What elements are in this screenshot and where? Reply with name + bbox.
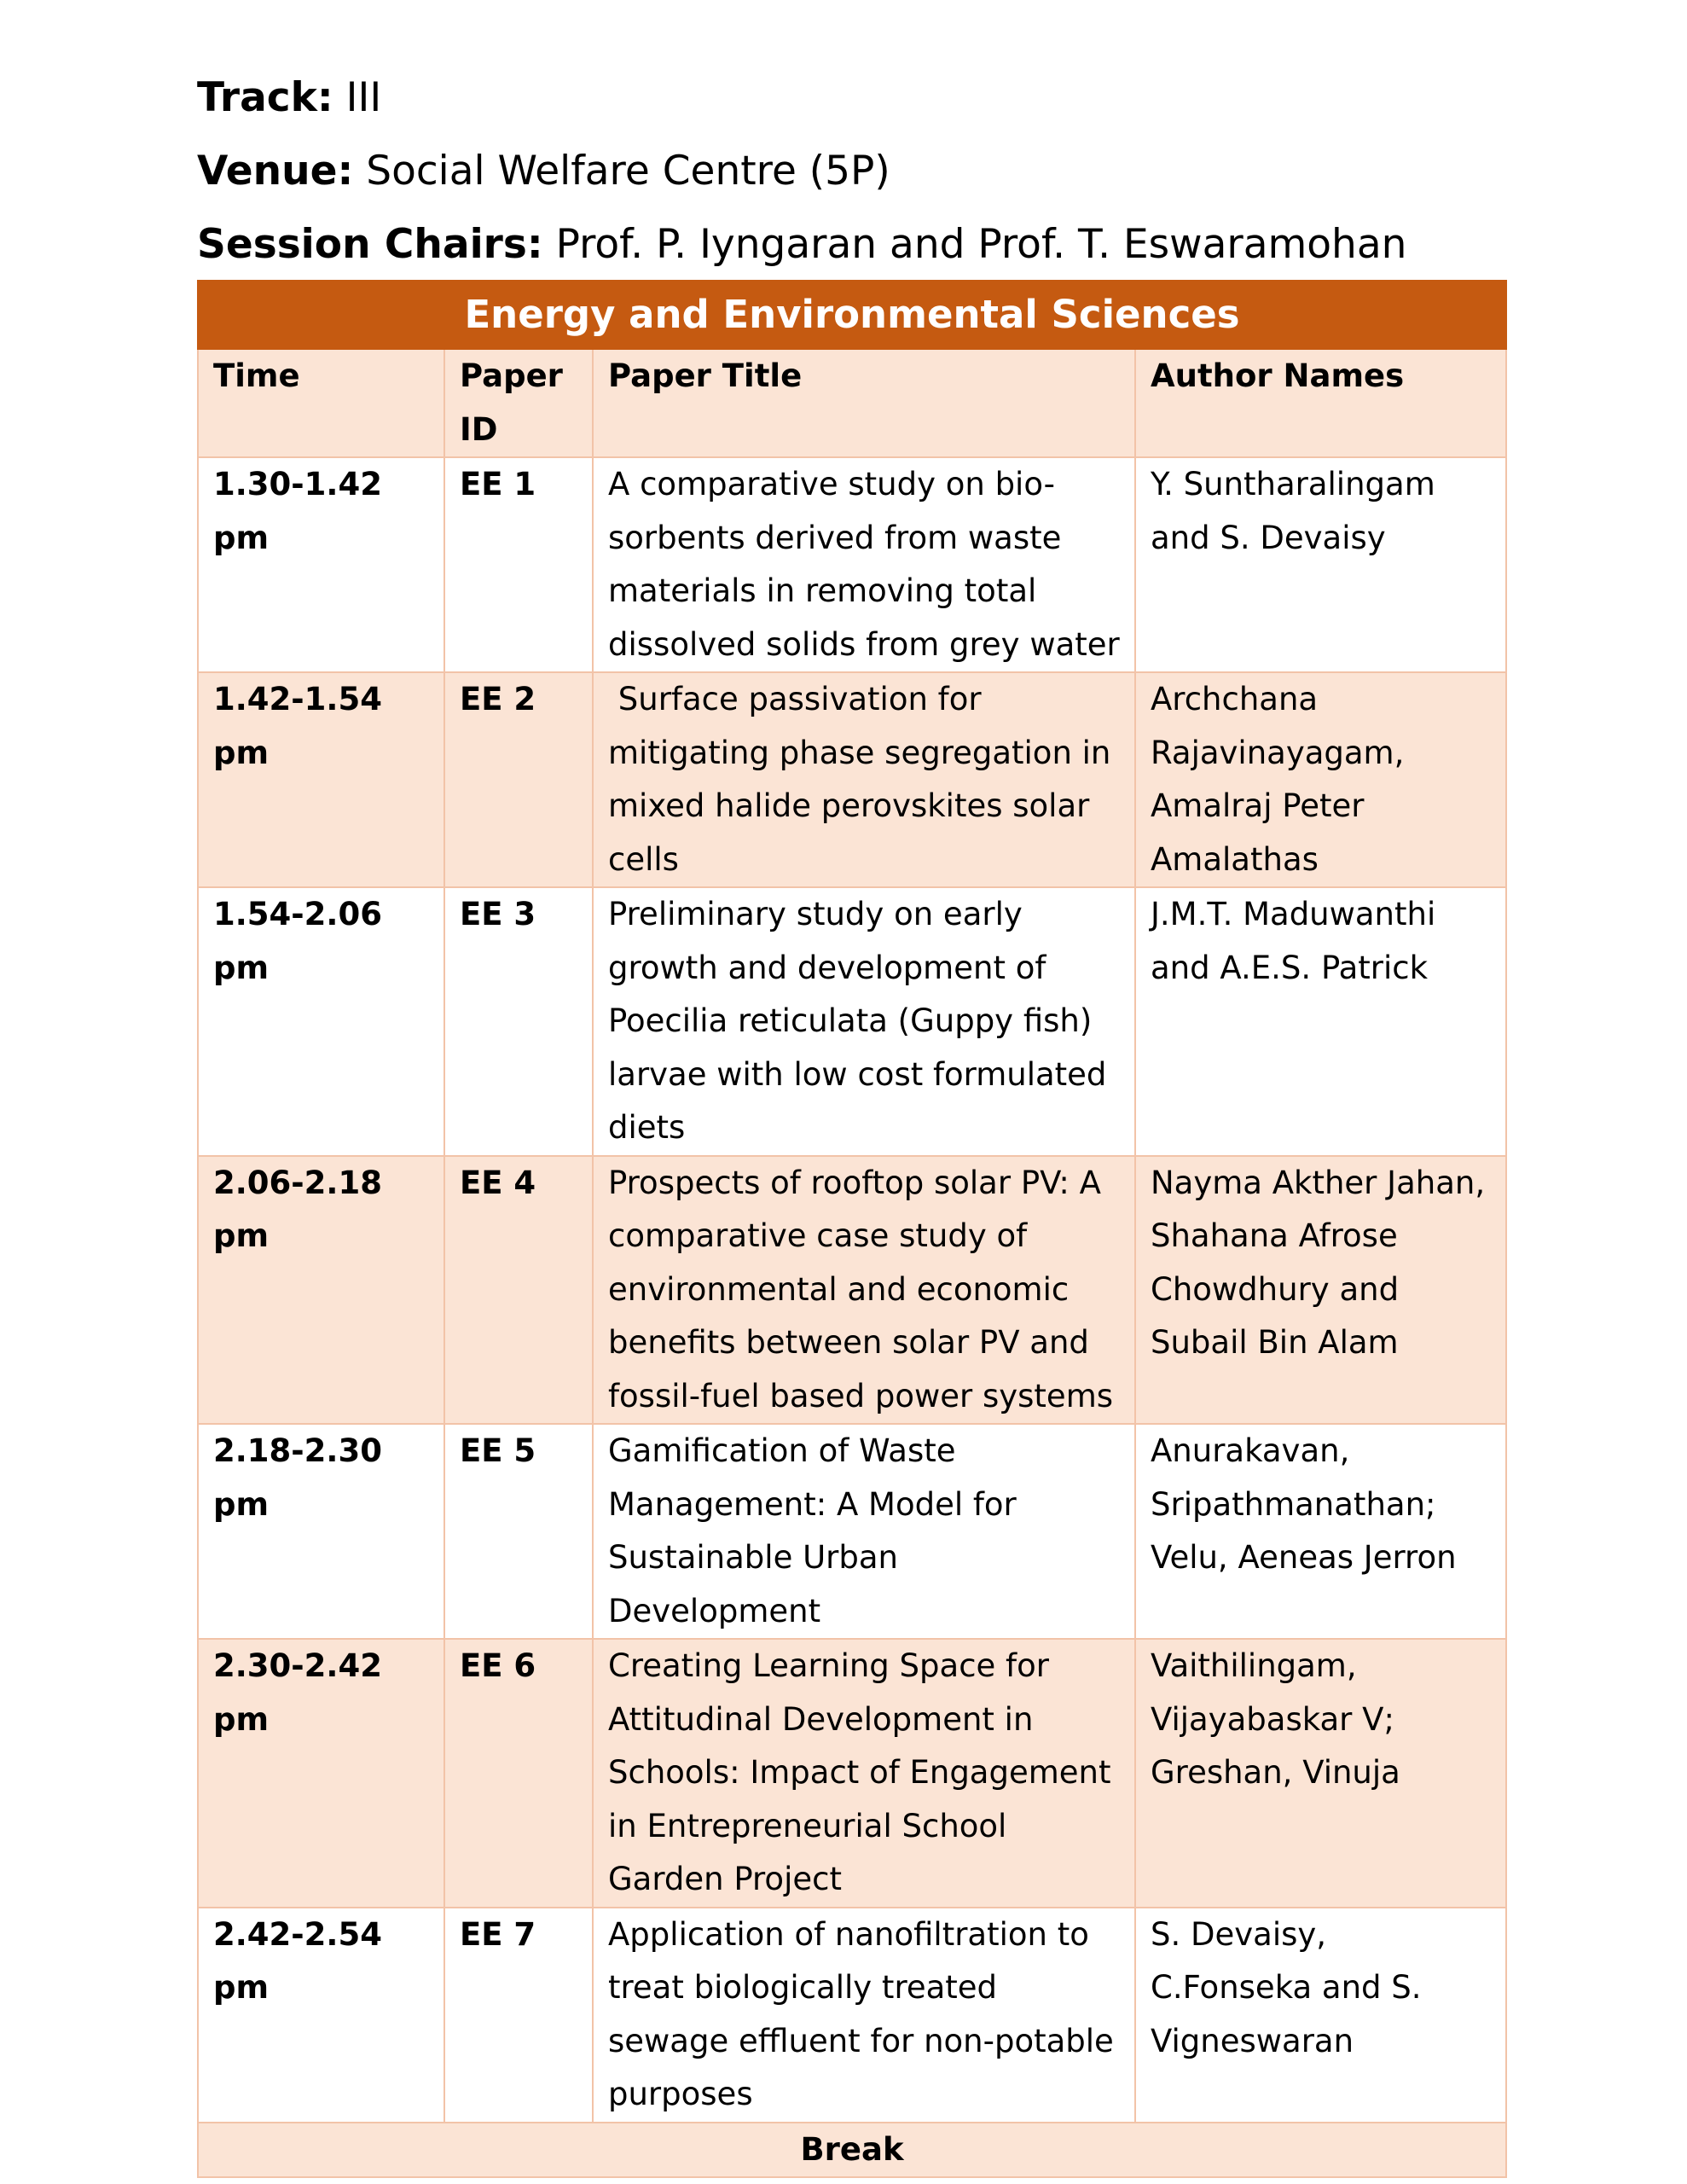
paper-title-cell: Gamification of Waste Management: A Model for Sustainable Urban Development: [593, 1424, 1135, 1639]
paper-title-cell: Preliminary study on early growth and development of Poecilia reticulata (Guppy fish) larvae with low cost formulated diets: [593, 887, 1135, 1156]
track-line: [197, 61, 1510, 135]
time-cell: 2.06-2.18 pm: [198, 1156, 444, 1425]
table-row: [198, 1908, 1506, 2123]
author-names-cell: Nayma Akther Jahan, Shahana Afrose Chowdhury and Subail Bin Alam: [1135, 1156, 1506, 1425]
paper-title-cell: A comparative study on bio-sorbents derived from waste materials in removing total dissolved solids from grey water: [593, 457, 1135, 672]
session-chairs-label: Session Chairs:: [197, 221, 543, 268]
paper-id-cell: EE 4: [444, 1156, 593, 1425]
time-cell: 2.30-2.42 pm: [198, 1639, 444, 1908]
time-cell: 2.18-2.30 pm: [198, 1424, 444, 1639]
table-row: [198, 672, 1506, 887]
schedule-table: [197, 280, 1507, 2178]
table-title: Energy and Environmental Sciences: [198, 281, 1506, 349]
time-cell: 1.42-1.54 pm: [198, 672, 444, 887]
paper-id-cell: EE 7: [444, 1908, 593, 2123]
table-title-row: [198, 281, 1506, 349]
paper-id-cell: EE 3: [444, 887, 593, 1156]
time-cell: 2.42-2.54 pm: [198, 1908, 444, 2123]
author-names-cell: J.M.T. Maduwanthi and A.E.S. Patrick: [1135, 887, 1506, 1156]
paper-title-cell: Creating Learning Space for Attitudinal Development in Schools: Impact of Engagement in Entrepreneurial School Garden Project: [593, 1639, 1135, 1908]
session-header: [197, 61, 1510, 282]
paper-title-cell: Prospects of rooftop solar PV: A comparative case study of environmental and economic benefits between solar PV and fossil-fuel based power systems: [593, 1156, 1135, 1425]
session-chairs-line: [197, 208, 1510, 282]
paper-id-cell: EE 6: [444, 1639, 593, 1908]
paper-title-cell: Surface passivation for mitigating phase segregation in mixed halide perovskites solar cells: [593, 672, 1135, 887]
column-header-paper-id: Paper ID: [444, 349, 593, 457]
table-row: [198, 887, 1506, 1156]
table-row: [198, 1639, 1506, 1908]
paper-title-cell: Application of nanofiltration to treat biologically treated sewage effluent for non-potable purposes: [593, 1908, 1135, 2123]
paper-id-cell: EE 5: [444, 1424, 593, 1639]
table-row: [198, 1424, 1506, 1639]
venue-line: [197, 135, 1510, 208]
venue-value: Social Welfare Centre (5P): [366, 148, 890, 195]
table-row: [198, 1156, 1506, 1425]
venue-label: Venue:: [197, 148, 354, 195]
track-label: Track:: [197, 74, 333, 121]
column-header-paper-title: Paper Title: [593, 349, 1135, 457]
time-cell: 1.30-1.42 pm: [198, 457, 444, 672]
session-chairs-value: Prof. P. Iyngaran and Prof. T. Eswaramohan: [555, 221, 1407, 268]
track-value: III: [345, 74, 382, 121]
author-names-cell: Vaithilingam, Vijayabaskar V; Greshan, Vinuja: [1135, 1639, 1506, 1908]
author-names-cell: Y. Suntharalingam and S. Devaisy: [1135, 457, 1506, 672]
author-names-cell: Archchana Rajavinayagam, Amalraj Peter Amalathas: [1135, 672, 1506, 887]
column-header-time: Time: [198, 349, 444, 457]
table-row: [198, 457, 1506, 672]
column-header-row: [198, 349, 1506, 457]
paper-id-cell: EE 2: [444, 672, 593, 887]
break-label: Break: [198, 2123, 1506, 2178]
author-names-cell: S. Devaisy, C.Fonseka and S. Vigneswaran: [1135, 1908, 1506, 2123]
break-row: [198, 2123, 1506, 2178]
author-names-cell: Anurakavan, Sripathmanathan; Velu, Aeneas Jerron: [1135, 1424, 1506, 1639]
time-cell: 1.54-2.06 pm: [198, 887, 444, 1156]
column-header-author-names: Author Names: [1135, 349, 1506, 457]
paper-id-cell: EE 1: [444, 457, 593, 672]
